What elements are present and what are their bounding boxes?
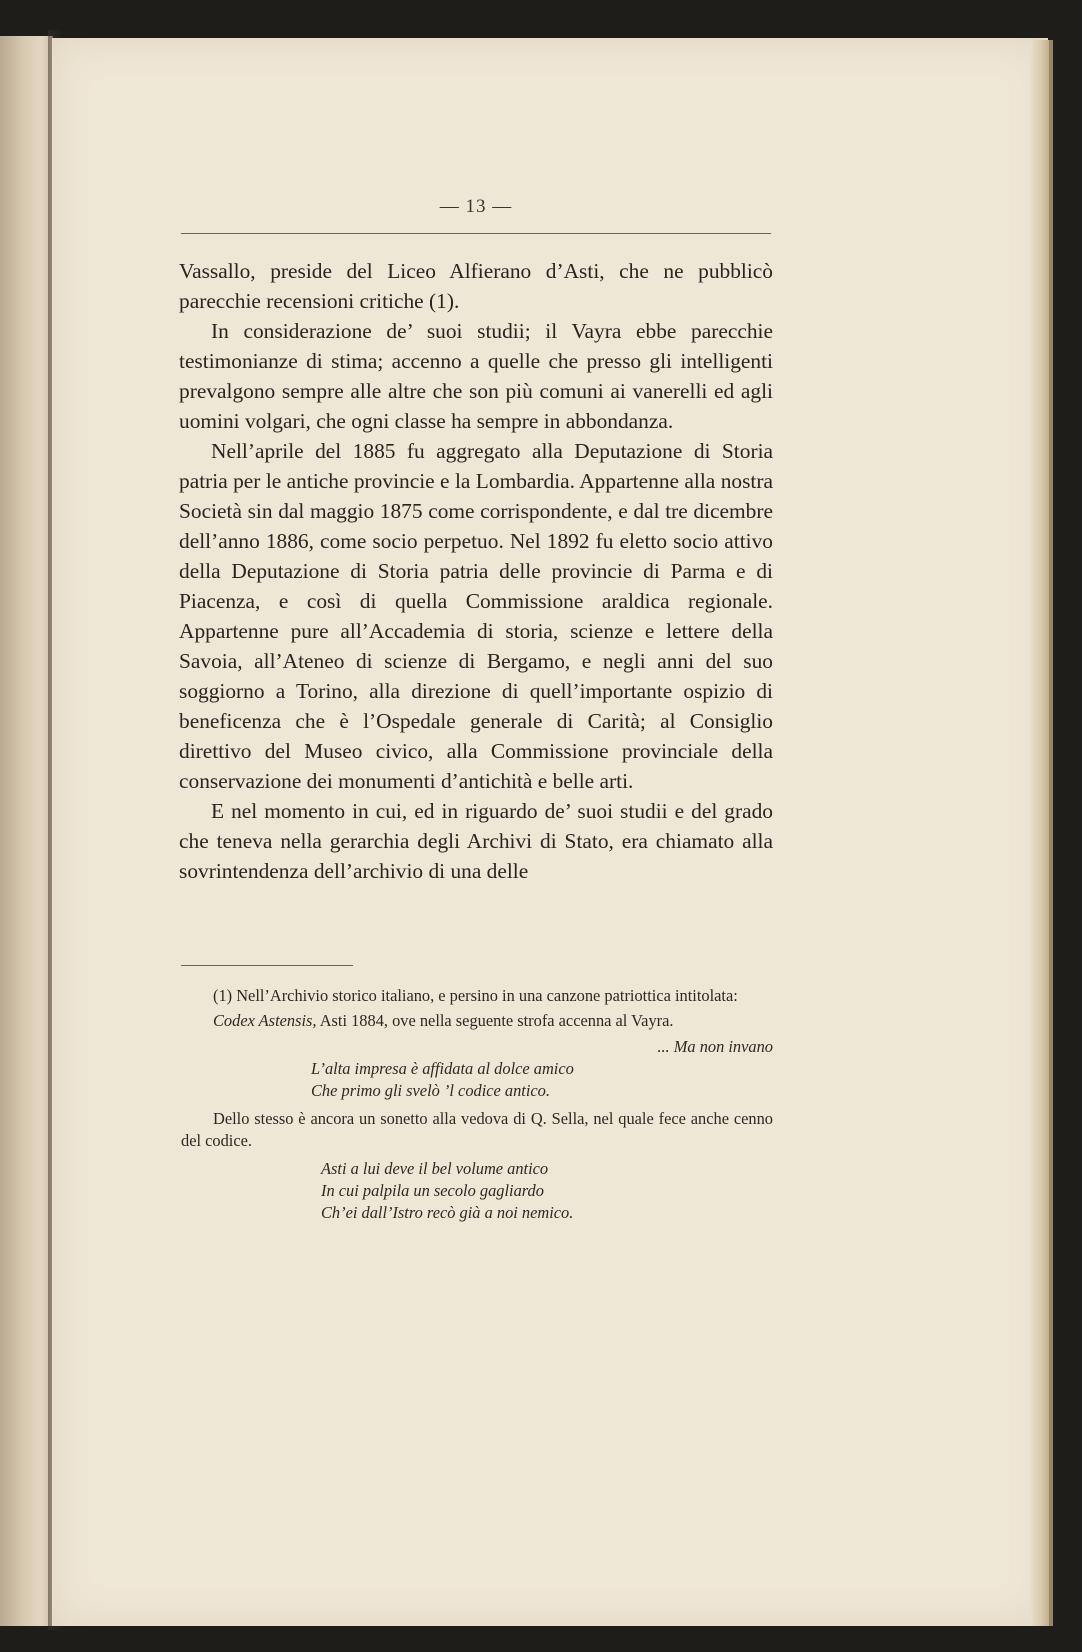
page-stack-edge-dark	[1049, 40, 1053, 1626]
verse-line: L’alta impresa è affidata al dolce amico	[311, 1059, 574, 1078]
verse-line: In cui palpila un secolo gagliardo	[321, 1181, 544, 1200]
verse-stanza-1	[181, 1036, 773, 1102]
paragraph: Nell’aprile del 1885 fu aggregato alla Deputazione di Storia patria per le antiche provincie e la Lombardia. Appartenne alla nostra Società sin dal maggio 1875 come corrispondente, e dal tre dicembre dell’anno 1886, come socio perpetuo. Nel 1892 fu eletto socio attivo della Deputazione di Storia patria delle provincie di Parma e di Piacenza, e così di quella Commissione araldica regionale. Appartenne pure all’Accademia di storia, scienze e lettere della Savoia, all’Ateneo di scienze di Bergamo, e negli anni del suo soggiorno a Torino, alla direzione di quell’importante ospizio di beneficenza che è l’Ospedale generale di Carità; al Consiglio direttivo del Museo civico, alla Commissione provinciale della conservazione dei monumenti d’antichità e belle arti.	[179, 439, 773, 793]
verse-line: ... Ma non invano	[657, 1037, 773, 1056]
paragraph: E nel momento in cui, ed in riguardo de’ suoi studii e del grado che teneva nella gerarchia degli Archivi di Stato, era chiamato alla sovrintendenza dell’archivio di una delle	[179, 799, 773, 883]
footnote-intro: (1) Nell’Archivio storico italiano, e persino in una canzone patriottica intitolata:	[213, 986, 738, 1005]
main-text	[179, 256, 773, 886]
codex-title: Codex Astensis,	[213, 1011, 317, 1030]
verse-line: Ch’ei dall’Istro recò già a noi nemico.	[321, 1203, 574, 1222]
verse-stanza-2	[181, 1158, 773, 1224]
footnote-rule	[181, 965, 353, 966]
codex-rest: Asti 1884, ove nella seguente strofa accenna al Vayra.	[316, 1011, 674, 1030]
header-rule	[181, 233, 771, 234]
paragraph: In considerazione de’ suoi studii; il Vayra ebbe parecchie testimonianze di stima; accenno a quelle che presso gli intelligenti prevalgono sempre alle altre che son più comuni ai vanerelli ed agli uomini volgari, che ogni classe ha sempre in abbondanza.	[179, 319, 773, 433]
verse-line: Asti a lui deve il bel volume antico	[321, 1159, 549, 1178]
facing-page-edge	[0, 36, 53, 1626]
footnote-codex	[181, 1010, 773, 1032]
verse-line: Che primo gli svelò ’l codice antico.	[311, 1081, 550, 1100]
page-number: — 13 —	[439, 196, 513, 217]
sonnet-note: Dello stesso è ancora un sonetto alla vedova di Q. Sella, nel quale fece anche cenno del codice.	[181, 1109, 773, 1150]
footnote	[181, 985, 773, 1230]
paragraph: Vassallo, preside del Liceo Alfierano d’Asti, che ne pubblicò parecchie recensioni critiche (1).	[179, 259, 773, 313]
